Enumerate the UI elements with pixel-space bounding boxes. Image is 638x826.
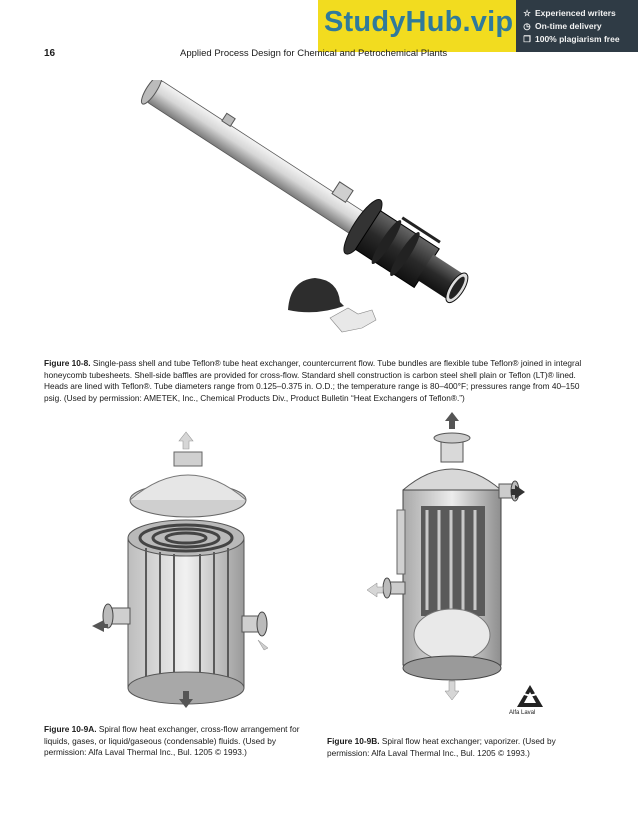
copy-icon: ❐ — [523, 34, 531, 44]
figure-10-8-illustration — [130, 80, 510, 340]
figure-10-9b-caption — [327, 736, 595, 759]
star-icon: ☆ — [523, 8, 531, 18]
studyhub-logo[interactable] — [318, 0, 516, 52]
figure-10-8-caption — [44, 358, 594, 404]
figure-10-9a-illustration — [90, 430, 280, 710]
perk-label: On-time delivery — [535, 21, 602, 31]
studyhub-banner[interactable] — [318, 0, 638, 52]
figure-caption-text: Spiral flow heat exchanger; vaporizer. (Used by permission: Alfa Laval Thermal Inc., Bul. 1205 © 1993.) — [327, 736, 556, 758]
figure-caption-text: Spiral flow heat exchanger, cross-flow arrangement for liquids, gases, or liquid/gaseous (condensable) fluids. (Used by permission: Alfa Laval Thermal Inc., Bul. 1205 © 1993.) — [44, 724, 300, 758]
perk-plagiarism-free — [522, 34, 620, 45]
alfa-laval-label: Alfa Laval — [509, 710, 536, 716]
figure-label: Figure 10-9B. — [327, 736, 380, 746]
perk-label: Experienced writers — [535, 8, 616, 18]
figure-10-9a-caption — [44, 724, 312, 759]
perk-experienced-writers — [522, 8, 616, 19]
running-title: Applied Process Design for Chemical and Petrochemical Plants — [180, 48, 448, 59]
figure-10-9b-illustration — [365, 410, 525, 700]
clock-icon: ◷ — [523, 21, 531, 31]
alfa-laval-logo — [516, 684, 544, 708]
figure-label: Figure 10-8. — [44, 358, 91, 368]
page-number: 16 — [44, 48, 56, 59]
perk-on-time — [522, 21, 602, 32]
studyhub-logo-text: StudyHub.vip — [324, 6, 514, 38]
figure-label: Figure 10-9A. — [44, 724, 97, 734]
perk-label: 100% plagiarism free — [535, 34, 620, 44]
figure-caption-text: Single-pass shell and tube Teflon® tube heat exchanger, countercurrent flow. Tube bundles are flexible tube Teflon® joined in integral honeycomb tubesheets. Shell-side baffles are provided for cross-flow. Standard shell construction is carbon steel shell plain or Teflon (LT)® lined. Heads are lined with Teflon®. Tube diameters range from 0.125–0.375 in. O.D.; the temperature range is 80–400°F; pressures range from 40–150 psig. (Used by permission: AMETEK, Inc., Chemical Products Div., Product Bulletin “Heat Exchangers of Teflon®.”) — [44, 358, 582, 403]
